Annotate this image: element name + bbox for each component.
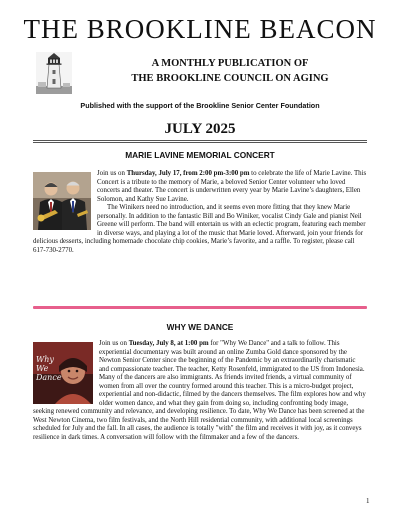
divider-rule — [33, 142, 367, 143]
article-title-dance: WHY WE DANCE — [166, 322, 234, 332]
publication-line-1: A MONTHLY PUBLICATION OF — [151, 58, 309, 69]
poster-title-text: Why — [36, 355, 54, 364]
dance-intro-text: Join us on — [99, 340, 129, 347]
article-dance — [33, 340, 367, 443]
support-line: Published with the support of the Brookline Senior Center Foundation — [80, 101, 320, 110]
article-title-concert: MARIE LAVINE MEMORIAL CONCERT — [125, 150, 275, 160]
masthead-title: THE BROOKLINE BEACON — [23, 14, 377, 44]
concert-date-time: Thursday, July 17, from 2:00 pm-3:00 pm — [126, 170, 250, 177]
dance-body-text: for "Why We Dance" and a talk to follow. This experiential documentary was built around an online Zumba Gold dance sponsored by the Newton Senior Center since the beginning of the Pandemic by an extraordinarily charismatic and compassionate teacher. The teacher, Ketty Rosenfeld, immigrated to the US from Indonesia. Many of the dancers are also immigrants. As friends invited friends, a virtual community of women from all over the country formed around this teacher. This is a micro-budget project, experiential and non-didactic, filmed by the dancers themselves. The film explores how and why older women dance, and what they gain from doing so, including confronting body image, seeking renewed community and relevance, and developing resilience. To date, Why We Dance has been screened at the West Newton Cinema, two film festivals, and the North Hill residential community, with additional local screenings scheduled for July and the fall. In all cases, the audience is totally "with" the film and receives it with joy, as it conveys resilience in dark times. A conversation will follow with the filmmaker and a few of the dancers. — [33, 340, 366, 442]
why-we-dance-poster — [33, 342, 93, 404]
concert-body-text: The Winikers need no introduction, and it seems even more fitting that they knew Marie personally. In addition to the fantastic Bill and Bo Winiker, vocalist Cindy Gale and pianist Neil Greene will perform. The band will entertain us with an eclectic program, featuring each member in diverse ways, and playing a lot of the music that Marie loved. Afterward, join your friends for delicious desserts, including homemade chocolate chip cookies, Marie’s favorite, and a raffle. To register, please call 617-730-2770. — [33, 204, 366, 254]
issue-date: JULY 2025 — [164, 121, 236, 137]
section-divider — [33, 306, 367, 309]
poster-title-text: We — [36, 364, 49, 373]
poster-title-text: Dance — [36, 373, 62, 382]
concert-intro-text: Join us on — [97, 170, 127, 177]
lighthouse-image — [36, 52, 72, 94]
musicians-photo — [33, 172, 91, 230]
concert-intro-text: to celebrate the life of Marie Lavine. This Concert is a tribute to the memory of Marie, a beloved Senior Center volunteer who loved concerts and theater. The concert is underwritten every year by Marie Lavine’s daughters, Ellen Solomon, and Kathy Sue Lavine. — [97, 170, 367, 203]
page-number: 1 — [366, 497, 370, 505]
article-concert — [33, 170, 367, 255]
dance-date-time: Tuesday, July 8, at 1:00 pm — [128, 340, 209, 347]
publication-line-2: THE BROOKLINE COUNCIL ON AGING — [131, 73, 329, 84]
